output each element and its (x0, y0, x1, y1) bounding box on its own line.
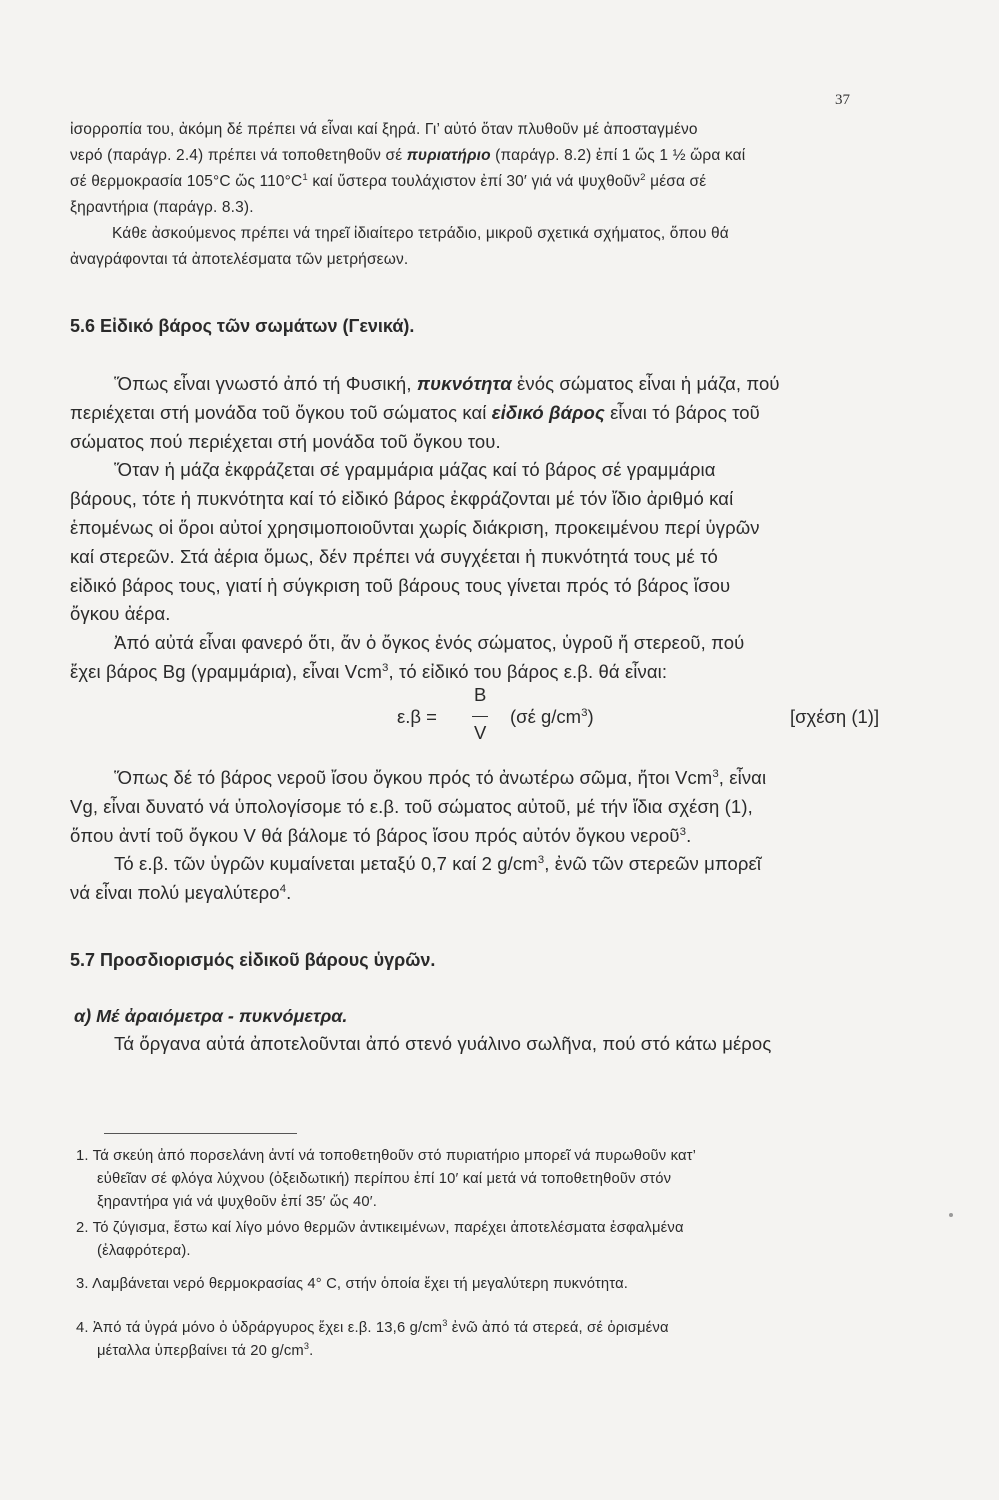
specific-gravity-formula (0, 684, 999, 746)
footnote-divider (104, 1133, 297, 1134)
footnote-number: 2. (76, 1220, 89, 1236)
intro-line-1: ἰσορροπία του, ἀκόμη δέ πρέπει νά εἶναι καί ξηρά. Γι’ αὐτό ὅταν πλυθοῦν μέ ἀποσταγμένο (70, 121, 698, 138)
formula-lhs: ε.β = (397, 706, 437, 727)
footnote-number: 3. (76, 1276, 89, 1292)
s56-line-5: βάρους, τότε ἡ πυκνότητα καί τό εἰδικό βάρος ἐκφράζονται μέ τόν ἴδιο ἀριθμό καί (70, 488, 734, 510)
footnote-number: 1. (76, 1148, 89, 1164)
footnote-ref-2: 2 (640, 171, 646, 183)
footnote-ref-1: 1 (302, 171, 308, 183)
page-number: 37 (835, 92, 850, 108)
s56-line-7: καί στερεῶν. Στά ἀέρια ὅμως, δέν πρέπει νά συγχέεται ἡ πυκνότητά τους μέ τό (70, 545, 718, 567)
footnote-2: 2. Τό ζύγισμα, ἔστω καί λίγο μόνο θερμῶν ἀντικειμένων, παρέχει ἀποτελέσματα ἐσφαλμένα (ἐλαφρότερα). (76, 1220, 684, 1259)
footnote-3: 3. Λαμβάνεται νερό θερμοκρασίας 4° C, στήν ὁποία ἔχει τή μεγαλύτερη πυκνότητα. (76, 1276, 629, 1292)
s56-line-10: Ἀπό αὐτά εἶναι φανερό ὅτι, ἄν ὁ ὄγκος ἑνός σώματος, ὑγροῦ ἤ στερεοῦ, πού (114, 632, 745, 654)
bold-term-pyknotita: πυκνότητα (416, 373, 512, 394)
scan-speck (949, 1213, 953, 1217)
s56-after-line-4: Τό ε.β. τῶν ὑγρῶν κυμαίνεται μεταξύ 0,7 καί 2 $g/cm^3$, ἐνῶ τῶν στερεῶν μπορεῖ (114, 853, 762, 875)
s56-after-line-5: νά εἶναι πολύ μεγαλύτερο$^4$. (70, 882, 292, 904)
s56-line-11: ἔχει βάρος Bg (γραμμάρια), εἶναι Vcm$^3$, τό εἰδικό του βάρος ε.β. θά εἶναι: (70, 660, 668, 682)
intro-line-5: Κάθε ἀσκούμενος πρέπει νά τηρεῖ ἰδιαίτερο τετράδιο, μικροῦ σχετικά σχήματος, ὅπου θά (112, 225, 729, 242)
s56-line-6: ἑπομένως οἱ ὅροι αὐτοί χρησιμοποιοῦνται χωρίς διάκριση, προκειμένου περί ὑγρῶν (70, 516, 760, 538)
section-5-7-subtitle: α) Μέ ἀραιόμετρα - πυκνόμετρα. (74, 1006, 348, 1026)
formula-denominator: V (474, 722, 487, 743)
footnote-number: 4. (76, 1320, 89, 1336)
formula-unit: (σέ $g/cm^3$) (510, 706, 594, 727)
s56-after-line-2: Vg, εἶναι δυνατό νά ὑπολογίσομε τό ε.β. τοῦ σώματος αὐτοῦ, μέ τήν ἴδια σχέση (1), (70, 795, 753, 817)
footnote-ref-3: 3 (679, 825, 687, 838)
section-5-7-body (70, 1030, 930, 1059)
s56-after-line-3: ὅπου ἀντί τοῦ ὄγκου V θά βάλομε τό βάρος ἴσου πρός αὐτόν ὄγκου νεροῦ$^3$. (70, 824, 692, 846)
fraction-bar (472, 716, 488, 717)
bold-term-eidiko-varos: εἰδικό βάρος (491, 401, 605, 423)
section-5-6-title: 5.6 Εἰδικό βάρος τῶν σωμάτων (Γενικά). (70, 316, 415, 336)
footnote-4: 4. Ἀπό τά ὑγρά μόνο ὁ ὑδράργυρος ἔχει ε.β. 13,6 $g/cm^3$ ἐνῶ ἀπό τά στερεά, σέ ὁρισμένα μέταλλα ὑπερβαίνει τά 20 $g/cm^3$. (76, 1318, 669, 1359)
s56-line-1: Ὅπως εἶναι γνωστό ἀπό τή Φυσική, πυκνότητα ἑνός σώματος εἶναι ἡ μάζα, πού (114, 373, 780, 394)
intro-line-4: ξηραντήρια (παράγρ. 8.3). (70, 199, 254, 216)
section-5-6-body (70, 370, 930, 687)
s56-line-4: Ὅταν ἡ μάζα ἐκφράζεται σέ γραμμάρια μάζας καί τό βάρος σέ γραμμάρια (114, 459, 716, 481)
s56-after-line-1: Ὅπως δέ τό βάρος νεροῦ ἴσου ὄγκου πρός τό ἀνωτέρω σῶμα, ἤτοι Vcm$^3$, εἶναι (114, 767, 767, 788)
s57-line-1: Τά ὄργανα αὐτά ἀποτελοῦνται ἀπό στενό γυάλινο σωλῆνα, πού στό κάτω μέρος (114, 1033, 772, 1054)
section-5-6-after-formula (70, 764, 930, 908)
bold-term-pyriaterio: πυριατήριο (406, 147, 491, 164)
intro-line-3: σέ θερμοκρασία 105°C ὥς $110^\circ C^1$ καί ὕστερα τουλάχιστον ἐπί 30′ γιά νά ψυχθοῦν$^2$ μέσα σέ (70, 171, 707, 190)
intro-line-2: νερό (παράγρ. 2.4) πρέπει νά τοποθετηθοῦν σέ πυριατήριο (παράγρ. 8.2) ἐπί 1 ὥς 1 ½ ὥρα καί (70, 147, 746, 164)
s56-line-8: εἰδικό βάρος τους, γιατί ἡ σύγκριση τοῦ βάρους τους γίνεται πρός τό βάρος ἴσου (70, 574, 731, 596)
s56-line-9: ὄγκου ἀέρα. (70, 603, 171, 625)
s56-line-2: περιέχεται στή μονάδα τοῦ ὄγκου τοῦ σώματος καί εἰδικό βάρος εἶναι τό βάρος τοῦ (70, 401, 760, 423)
intro-line-6: ἀναγράφονται τά ἀποτελέσματα τῶν μετρήσεων. (70, 251, 409, 268)
s56-line-3: σώματος πού περιέχεται στή μονάδα τοῦ ὄγκου του. (70, 430, 501, 452)
formula-numerator: B (474, 684, 487, 705)
formula-label: [σχέση (1)] (790, 706, 880, 727)
footnote-1: 1. Τά σκεύη ἀπό πορσελάνη ἀντί νά τοποθετηθοῦν στό πυριατήριο μπορεῖ νά πυρωθοῦν κατ’ εὐθεῖαν σέ φλόγα λύχνου (ὀξειδωτική) περίπου ἐπί 10′ καί μετά νά τοποθετηθοῦν στόν ξηραντήρα γιά νά ψυχθοῦν ἐπί 35′ ὥς 40′. (76, 1148, 697, 1210)
section-5-7-title: 5.7 Προσδιορισμός εἰδικοῦ βάρους ὑγρῶν. (70, 950, 436, 970)
footnotes (76, 1145, 936, 1363)
intro-paragraph (70, 117, 930, 273)
footnote-ref-4: 4 (279, 883, 287, 896)
